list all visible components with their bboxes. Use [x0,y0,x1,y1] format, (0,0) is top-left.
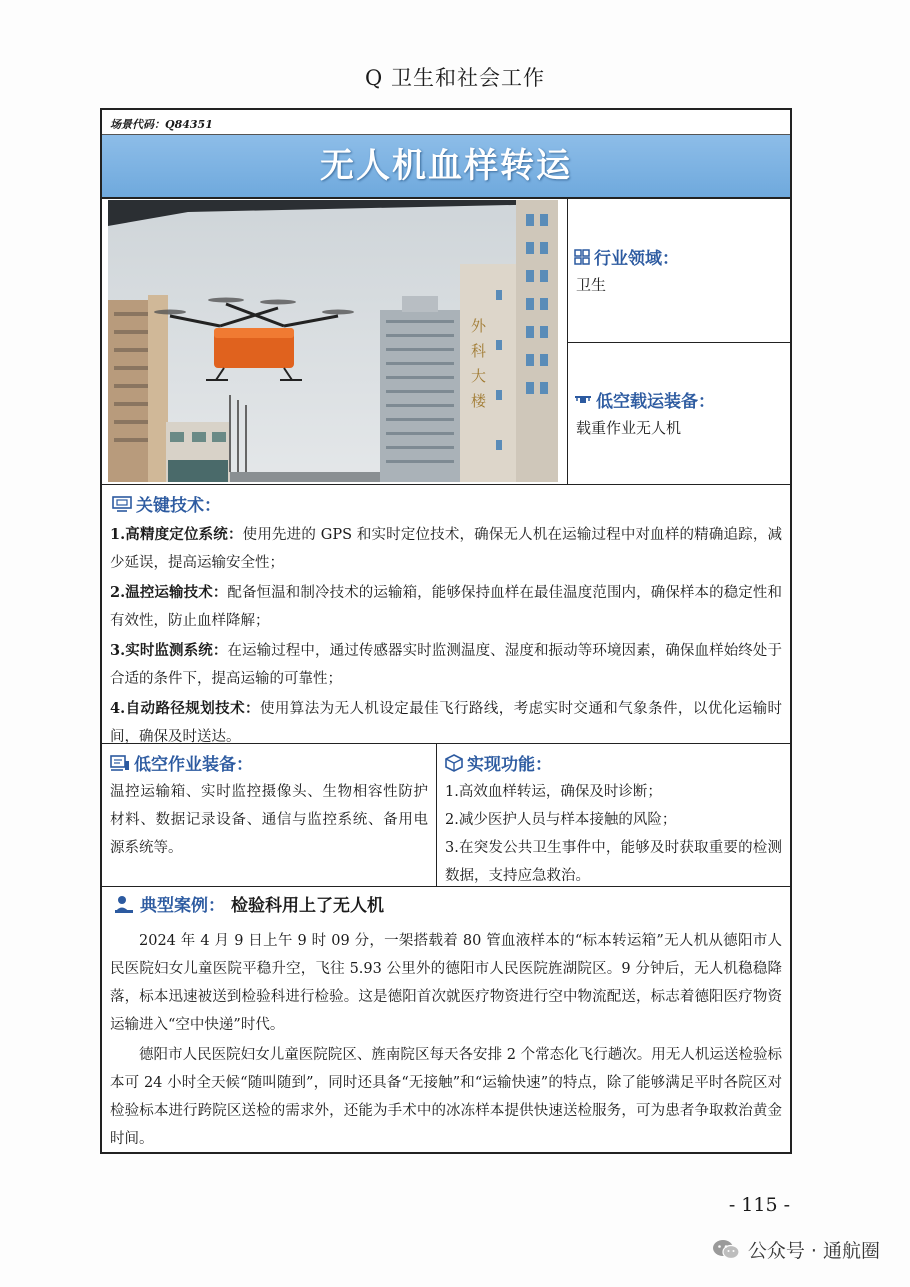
grid-icon [574,249,590,265]
functions-heading [445,750,552,775]
carrier-box [568,343,790,484]
key-tech-section [102,485,790,744]
industry-box [568,198,790,343]
top-section [102,198,790,485]
key-tech-item [110,521,782,577]
case-paragraph: 2024 年 4 月 9 日上午 9 时 09 分，一架搭载着 80 管血液样本的“标本转运箱”无人机从德阳市人民医院妇女儿童医院平稳升空，飞往 5.93 公里外的德阳市人民医院旌湖院区。9 分钟后，无人机稳稳降落，标本迅速被送到检验科进行检验。这是德阳首次就医疗物资进行空中物流配送，标志着德阳医疗物资运输进入“空中快递”时代。 [110,933,782,1033]
key-tech-text: 使用算法为无人机设定最佳飞行路线，考虑实时交通和气象条件，以优化运输时间，确保及时送达。 [110,701,783,745]
equipment-label: 低空作业装备： [134,755,253,775]
case-label: 典型案例： [140,896,225,916]
functions-box [437,744,790,886]
monitor-icon [112,496,132,512]
key-tech-term: 1.高精度定位系统： [110,526,243,543]
equipment-box [102,744,437,886]
key-tech-list [110,521,782,753]
case-title: 检验科用上了无人机 [231,896,384,916]
key-tech-item [110,695,782,751]
key-tech-term: 3.实时监测系统： [110,642,228,659]
scenario-card [100,108,792,1154]
side-column [567,198,790,484]
case-section [102,887,790,1152]
key-tech-text: 在运输过程中，通过传感器实时监测温度、湿度和振动等环境因素，确保血样始终处于合适的条件下，提高运输的可靠性； [110,643,783,687]
function-item: 2.减少医护人员与样本接触的风险； [445,812,677,828]
case-heading [114,891,384,916]
device-icon [110,755,130,771]
watermark-text: 公众号 · 通航圈 [747,1240,880,1262]
person-icon [114,895,134,913]
equipment-text: 温控运输箱、实时监控摄像头、生物相容性防护材料、数据记录设备、通信与监控系统、备用电源系统等。 [110,784,428,856]
key-tech-term: 2.温控运输技术： [110,584,228,601]
cube-icon [445,754,463,772]
building-sign: 外科大楼 [469,318,487,418]
carrier-label: 低空载运装备： [596,392,715,412]
drone-icon [574,393,592,407]
drone-photo [108,200,558,482]
card-title: 无人机血样转运 [102,134,790,199]
chapter-header: Q 卫生和社会工作 [365,66,545,90]
industry-heading [574,244,679,269]
key-tech-term: 4.自动路径规划技术： [110,700,260,717]
key-tech-item [110,579,782,635]
equipment-heading [110,750,253,775]
key-tech-heading [112,491,221,516]
functions-list [445,778,782,890]
function-item: 1.高效血样转运，确保及时诊断； [445,784,662,800]
key-tech-text: 配备恒温和制冷技术的运输箱，能够保持血样在最佳温度范围内，确保样本的稳定性和有效性，防止血样降解； [110,585,783,629]
key-tech-item [110,637,782,693]
industry-label: 行业领域： [594,249,679,269]
key-tech-text: 使用先进的 GPS 和实时定位技术，确保无人机在运输过程中对血样的精确追踪，减少延误，提高运输安全性； [110,527,782,571]
watermark [712,1236,880,1263]
case-body [110,927,782,1155]
carrier-heading [574,387,715,412]
wechat-icon [712,1239,740,1261]
function-item: 3.在突发公共卫生事件中，能够及时获取重要的检测数据，支持应急救治。 [445,840,782,884]
equipment-function-section [102,744,790,887]
carrier-value: 载重作业无人机 [576,419,682,437]
case-paragraph: 德阳市人民医院妇女儿童医院院区、旌南院区每天各安排 2 个常态化飞行趟次。用无人机运送检验标本可 24 小时全天候“随叫随到”，同时还具备“无接触”和“运输快速”的特点，除了能够满足平时各院区对检验标本进行跨院区送检的需求外，还能为手术中的冰冻样本提供快速送检服务，可为患者争取救治黄金时间。 [110,1047,782,1147]
industry-value: 卫生 [576,276,607,294]
functions-label: 实现功能： [467,755,552,775]
scene-code: 场景代码：Q84351 [110,118,213,131]
page-number: - 115 - [728,1194,790,1216]
key-tech-label: 关键技术： [136,496,221,516]
